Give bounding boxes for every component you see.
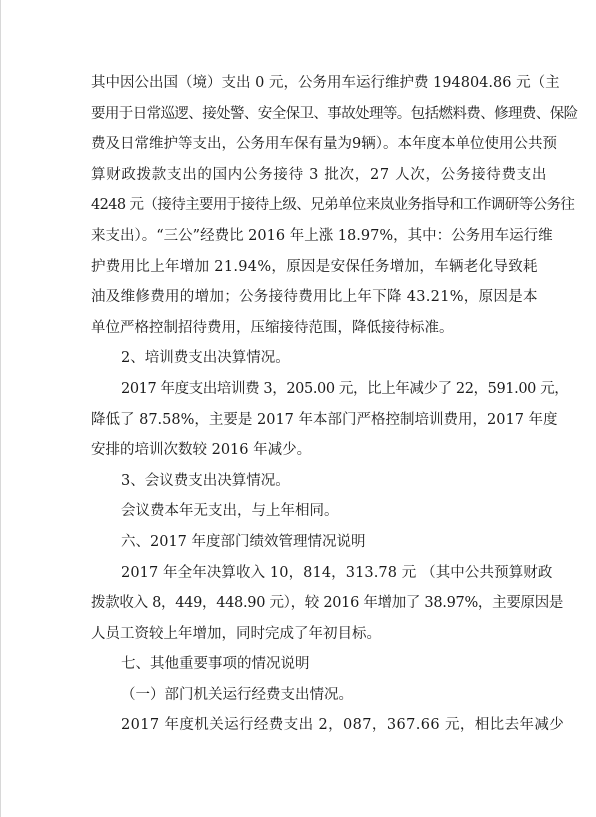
text-line: 4248 元（接待主要用于接待上级、兄弟单位来岚业务指导和工作调研等公务往 — [91, 197, 575, 214]
text-line: 2017 年度机关运行经费支出 2，087，367.66 元，相比去年减少 — [121, 717, 565, 734]
section-heading: 2、培训费支出决算情况。 — [121, 350, 290, 367]
text-line: 降低了 87.58%，主要是 2017 年本部门严格控制培训费用，2017 年度 — [91, 411, 558, 428]
text-line: 油及维修费用的增加；公务接待费用比上年下降 43.21%，原因是本 — [91, 289, 538, 306]
text-line: 护费用比上年增加 21.94%，原因是安保任务增加，车辆老化导致耗 — [91, 258, 538, 275]
text-line: 费及日常维护等支出，公务用车保有量为9辆）。本年度本单位使用公共预 — [91, 136, 557, 153]
text-line: 安排的培训次数较 2016 年减少。 — [91, 442, 312, 459]
section-heading: 七、其他重要事项的情况说明 — [121, 656, 310, 673]
text-line: 算财政拨款支出的国内公务接待 3 批次，27 人次，公务接待费支出 — [91, 166, 548, 183]
subsection-heading: （一）部门机关运行经费支出情况。 — [121, 686, 353, 703]
text-line: 拨款收入 8，449，448.90 元），较 2016 年增加了 38.97%，主要原因是 — [91, 595, 564, 612]
text-line: 要用于日常巡逻、接处警、安全保卫、事故处理等。包括燃料费、修理费、保险 — [91, 105, 578, 122]
text-line: 单位严格控制招待费用，压缩接待范围，降低接待标准。 — [91, 319, 454, 336]
text-line: 来支出）。“三公”经费比 2016 年上涨 18.97%，其中：公务用车运行维 — [91, 227, 553, 244]
section-heading: 3、会议费支出决算情况。 — [121, 472, 290, 489]
text-line: 2017 年度支出培训费 3，205.00 元，比上年减少了 22，591.00 元， — [121, 380, 569, 397]
section-heading: 六、2017 年度部门绩效管理情况说明 — [121, 533, 366, 550]
text-line: 人员工资较上年增加，同时完成了年初目标。 — [91, 625, 381, 642]
text-line: 其中因公出国（境）支出 0 元，公务用车运行维护费 194804.86 元（主 — [91, 75, 560, 91]
text-line: 2017 年全年决算收入 10，814，313.78 元 （其中公共预算财政 — [121, 564, 553, 581]
document-body — [91, 68, 578, 741]
text-line: 会议费本年无支出，与上年相同。 — [121, 503, 339, 520]
